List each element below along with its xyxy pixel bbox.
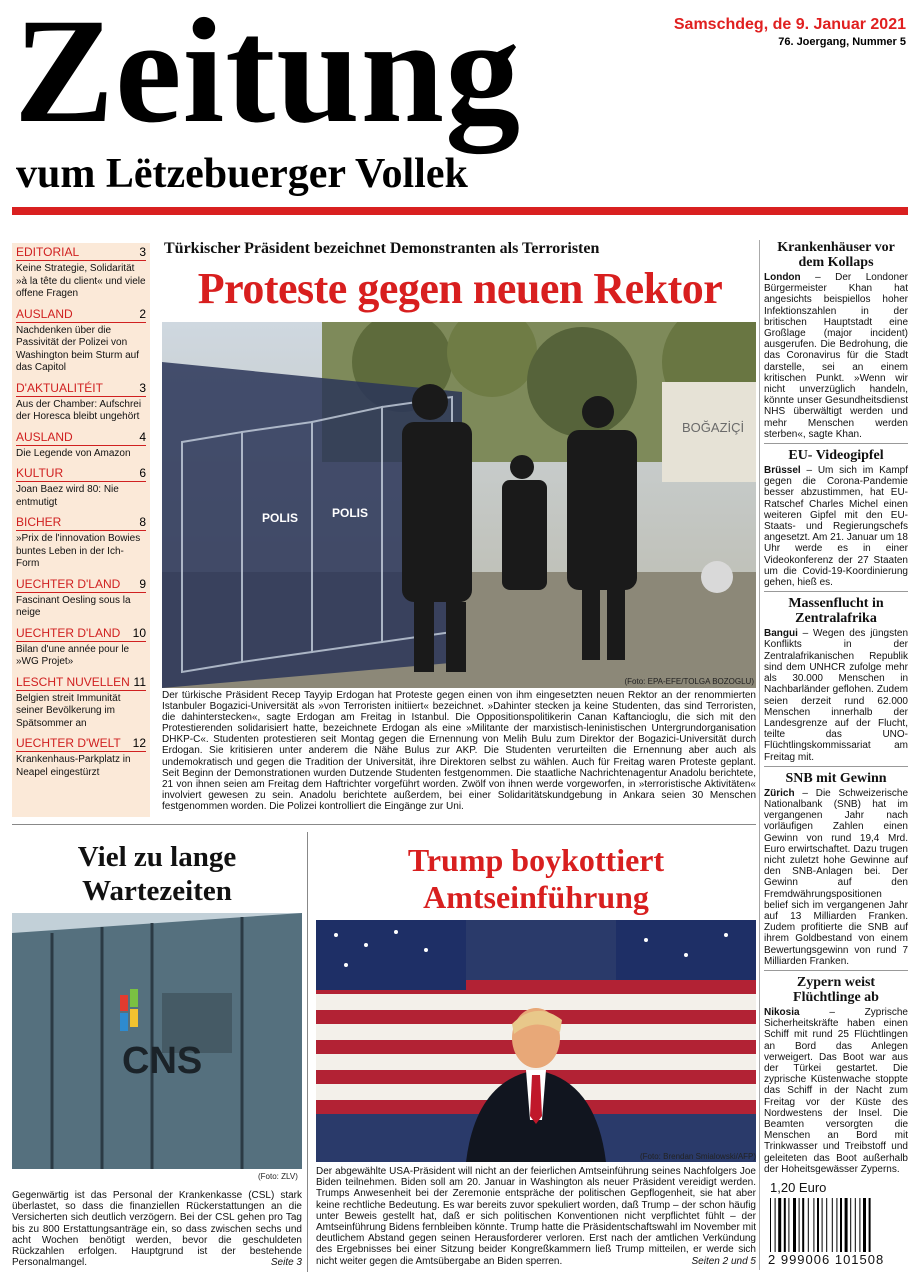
- toc-page: 12: [132, 736, 146, 750]
- story2-text: Gegenwärtig ist das Personal der Krankenkasse (CSL) stark überlastet, so dass die finanziellen Rückerstattungen an die Versicherten sich deutlich verzögern. Bei der CSL gehen pro Tag bis zu 800 Erstattungsanträge ein, so dass zwischen sechs und acht Wochen benötigt werden, bevor die geschuldeten Rückzahlen erfolgen. Hauptgrund ist der bestehende Personalmangel.: [12, 1190, 302, 1269]
- news-brief[interactable]: [764, 766, 908, 967]
- news-brief-place: Bangui: [764, 628, 798, 640]
- news-brief[interactable]: [764, 443, 908, 588]
- news-brief-body: – Wegen des jüngsten Konflikts in der Zentralafrikanischen Republik sind dem UNHCR zufolge mehr als 30.000 Menschen in Nachbarländer geflohen. Zudem seien derzeit rund 62.000 Menschen innerhalb der Landesgrenze auf der Flucht, teilte das UNO-Flüchtlingskommissariat am Freitag mit.: [764, 628, 908, 763]
- trump-photo[interactable]: [316, 920, 756, 1162]
- toc-page: 2: [139, 306, 146, 321]
- toc-item[interactable]: [16, 626, 146, 669]
- toc-section: BICHER: [16, 515, 62, 529]
- toc-section: UECHTER D'LAND: [16, 625, 121, 640]
- lead-headline[interactable]: Proteste gegen neuen Rektor: [197, 264, 723, 313]
- toc-item[interactable]: [16, 430, 146, 461]
- story2-caption: (Foto: ZLV): [258, 1172, 298, 1181]
- masthead-subtitle: vum Lëtzebuerger Vollek: [16, 151, 468, 197]
- toc-section: D'AKTUALITÉIT: [16, 380, 103, 395]
- news-brief-title: EU- Videogipfel: [788, 448, 884, 464]
- news-brief-title: Krankenhäuser vor dem Kollaps: [777, 240, 895, 270]
- story-headline-trump[interactable]: Trump boykottiert Amtseinführung: [407, 842, 665, 915]
- toc-desc: Die Legende von Amazon: [16, 447, 131, 459]
- cns-photo: [12, 913, 302, 1169]
- news-brief-body: – Zyprische Sicherheitskräfte haben einen Schiff mit rund 25 Flüchtlingen an Bord das Anlegen verweigert. Das Boot war aus der Türkei gestartet. Die zyprische Küstenwache stoppte das Schiff in der Nacht zum Freitag vor der Küste des Nordwestens der Insel. Die Beamten versorgten die Menschen an Bord mit Trinkwasser und Treibstoff und geleiteten das Boot außerhalb der Hoheitsgewässer Zyperns.: [764, 1006, 908, 1175]
- story-headline-wartezeiten[interactable]: Viel zu lange Wartezeiten: [77, 841, 237, 907]
- toc-page: 11: [133, 674, 146, 689]
- toc-page: 4: [139, 429, 146, 444]
- issue-date: Samschdeg, de 9. Januar 2021: [673, 16, 906, 33]
- column-divider: [759, 240, 760, 1270]
- story3-caption: (Foto: Brendan Smialowski/AFP): [640, 1152, 757, 1161]
- toc-desc: Fascinant Oesling sous la neige: [16, 594, 131, 618]
- toc-page: 3: [139, 245, 146, 259]
- toc-page: 6: [139, 466, 146, 480]
- toc-page: 3: [139, 380, 146, 395]
- news-brief-title: SNB mit Gewinn: [785, 770, 887, 786]
- masthead-rule: [12, 207, 908, 215]
- toc-item[interactable]: [16, 515, 146, 571]
- page-ref[interactable]: Seiten 2 und 5: [691, 1255, 756, 1267]
- news-brief[interactable]: [764, 240, 908, 440]
- story2-body: [12, 1190, 302, 1268]
- news-brief-place: Zürich: [764, 787, 795, 799]
- toc-item[interactable]: [16, 675, 146, 731]
- shield-label: POLIS: [332, 506, 369, 520]
- issue-number: 76. Joergang, Nummer 5: [778, 36, 906, 48]
- news-brief[interactable]: [764, 970, 908, 1175]
- toc-section: AUSLAND: [16, 429, 73, 444]
- lead-photo[interactable]: [162, 322, 756, 688]
- lead-body: Der türkische Präsident Recep Tayyip Erdogan hat Proteste gegen einen von ihm eingesetzten neuen Rektor an der renommierten Istanbuler Bogazici-Universität als »von Terroristen initiiert« bezeichnet. »Dahinter stecken ja keine Studenten, das sind Terroristen, die dahinterstecken«, sagte Erdogan am Freitag in Istanbul. Die Oppositionspolitikerin Canan Kaftancioglu, die sich mit den Protestierenden solidarisiert hatte, bezeichnete Erdogan als eine »Militante der marxistisch-leninistischen Untergrundorganisation DHKP-C«. Studenten protestieren seit Montag gegen die Ernennung von Melih Bulu zum Direktor der Bogazici-Universität durch Erdogan. Sie kritisieren unter anderem die Nähe Bulus zur AKP. Die Studenten verurteilten die Ernennung aber auch als undemokratisch und gegen die Tradition der Universität, ihre Direktoren selbst zu wählen. Auch für Freitag waren Proteste geplant. Seit Beginn der Demonstrationen wurden Dutzende Studenten festgenommen. Die staatliche Nachrichtenagentur Anadolu berichtete, 21 von ihnen seien am Freitag dem Haftrichter vorgeführt worden. Zwölf von ihnen werde vorgeworfen, in »terroristische Aktivitäten« involviert gewesen zu sein. Anadolu berichtete außerdem, bei einer Solidaritätskundgebung in Ankara seien 30 Menschen festgenommen worden. Die Polizei kontrolliert die Eingänge zur Uni.: [162, 690, 756, 812]
- toc-section: UECHTER D'WELT: [16, 736, 121, 750]
- toc-desc: Keine Strategie, Solidarität »à la tête du client« und viele offene Fragen: [16, 263, 146, 299]
- news-brief-body: – Die Schweizerische Nationalbank (SNB) hat im vergangenen Jahr nach vorläufigen Zahlen einen Gewinn von rund 19,4 Mrd. Euro erwirtschaftet. Dazu trugen nicht zuletzt hohe Gewinne auf den SNB-Anlagen bei. Der Gewinn auf den Fremdwährungspositionen belief sich im vergangenen Jahr auf 13 Milliarden Franken. Zudem profitierte die SNB auf ihrem Goldbestand von einem Bewertungsgewinn von rund 7 Milliarden Franken.: [764, 787, 908, 967]
- toc-page: 9: [139, 576, 146, 591]
- toc-desc: Joan Baez wird 80: Nie entmutigt: [16, 484, 119, 508]
- story3-body: [316, 1166, 756, 1267]
- toc-desc: »Prix de l'innovation Bowies buntes Leben in der Ich-Form: [16, 533, 141, 569]
- toc-section: AUSLAND: [16, 306, 73, 321]
- news-brief-title: Massenflucht in Zentralafrika: [788, 596, 884, 627]
- toc-desc: Aus der Chamber: Aufschrei der Horesca bleibt ungehört: [16, 398, 142, 422]
- table-of-contents: [12, 243, 150, 817]
- story3-text: Der abgewählte USA-Präsident will nicht an der feierlichen Amtseinführung seines Nachfolgers Joe Biden teilnehmen. Biden soll am 20. Januar in Washington als neuer Präsident vereidigt werden. Trumps Anwesenheit bei der Zeremonie entspräche der politischen Gepflogenheit, sie hat aber keine rechtliche Bedeutung. Es war bereits zuvor spekuliert worden, daß Trump – der schon häufig unter Beweis gestellt hat, daß er sich politischen Konventionen nicht verpflichtet fühlt – der Amtseinführung Bidens fernbleiben könnte. Trump hatte die Präsidentschaftswahl im November mit deutlichem Abstand gegen seinen Herausforderer verloren. Erst nach der amtlichen Verkündung des Ergebnisses bei einer Sitzung beider Kongreßkammern ließ Trump mitteilen, er werde sich nicht weiter gegen die Amtsübergabe an Biden sperren.: [316, 1166, 756, 1267]
- riot-police-photo: [162, 322, 756, 688]
- cns-building-photo[interactable]: [12, 913, 302, 1169]
- news-brief-place: Nikosia: [764, 1006, 800, 1018]
- toc-page: 10: [132, 625, 146, 640]
- section-divider: [12, 824, 756, 825]
- news-brief-title: Zypern weist Flüchtlinge ab: [793, 974, 879, 1005]
- news-brief-body: – Um sich im Kampf gegen die Corona-Pandemie besser abzustimmen, hat EU-Ratschef Charles Michel einen weiteren Gipfel mit den EU-Staats- und Regierungschefs angesetzt. Am 21. Januar um 18 Uhr werde es in einer Videokonferenz der 27 Staaten um die Covid-19-Koordinierung gehen, hieß es.: [764, 465, 908, 589]
- cns-sign: CNS: [122, 1040, 203, 1082]
- flags-photo: [316, 920, 756, 1162]
- toc-section: UECHTER D'LAND: [16, 576, 121, 591]
- column-divider: [307, 832, 308, 1272]
- price: 1,20 Euro: [770, 1180, 827, 1195]
- barcode-icon: [768, 1198, 906, 1256]
- news-brief-body: – Der Londoner Bürgermeister Khan hat angesichts beispiellos hoher Infektionszahlen in der britischen Hauptstadt eine Großlage (major incident) ausgerufen. Die Bedrohung, die das Coronavirus für die Stadt darstelle, sei an einem kritischen Punkt. »Wenn wir nicht unverzüglich handeln, könnte unser Gesundheitsdienst NHS überwältigt werden und mehr Menschen werden sterben«, sagte Khan.: [764, 272, 908, 440]
- news-brief-place: Brüssel: [764, 465, 801, 477]
- toc-section: KULTUR: [16, 466, 64, 480]
- news-brief-place: London: [764, 272, 801, 283]
- barcode-number: 2 999006 101508: [768, 1252, 885, 1267]
- toc-section: EDITORIAL: [16, 245, 80, 259]
- toc-desc: Bilan d'une année pour le »WG Projet»: [16, 643, 130, 667]
- toc-item[interactable]: [16, 307, 146, 375]
- toc-desc: Belgien streit Immunität seiner Bevölkerung im Spätsommer an: [16, 692, 121, 729]
- masthead-title: Zeitung: [14, 0, 522, 154]
- toc-desc: Nachdenken über die Passivität der Polizei von Washington beim Sturm auf das Capitol: [16, 324, 140, 373]
- toc-item[interactable]: [16, 245, 146, 301]
- gate-sign: BOĞAZİÇİ: [682, 420, 745, 435]
- toc-desc: Krankenhaus-Parkplatz in Neapel eingestürzt: [16, 754, 131, 778]
- shield-label: POLIS: [262, 511, 299, 525]
- news-briefs: [764, 240, 908, 1178]
- toc-page: 8: [139, 515, 146, 529]
- toc-item[interactable]: [16, 466, 146, 509]
- toc-section: LESCHT NUVELLEN: [16, 674, 130, 689]
- news-brief[interactable]: [764, 591, 908, 762]
- toc-item[interactable]: [16, 577, 146, 620]
- page-ref[interactable]: Seite 3: [270, 1257, 302, 1269]
- toc-item[interactable]: [16, 736, 146, 779]
- lead-photo-caption: (Foto: EPA-EFE/TOLGA BOZOGLU): [624, 677, 754, 686]
- toc-item[interactable]: [16, 381, 146, 424]
- lead-kicker: Türkischer Präsident bezeichnet Demonstranten als Terroristen: [164, 240, 600, 257]
